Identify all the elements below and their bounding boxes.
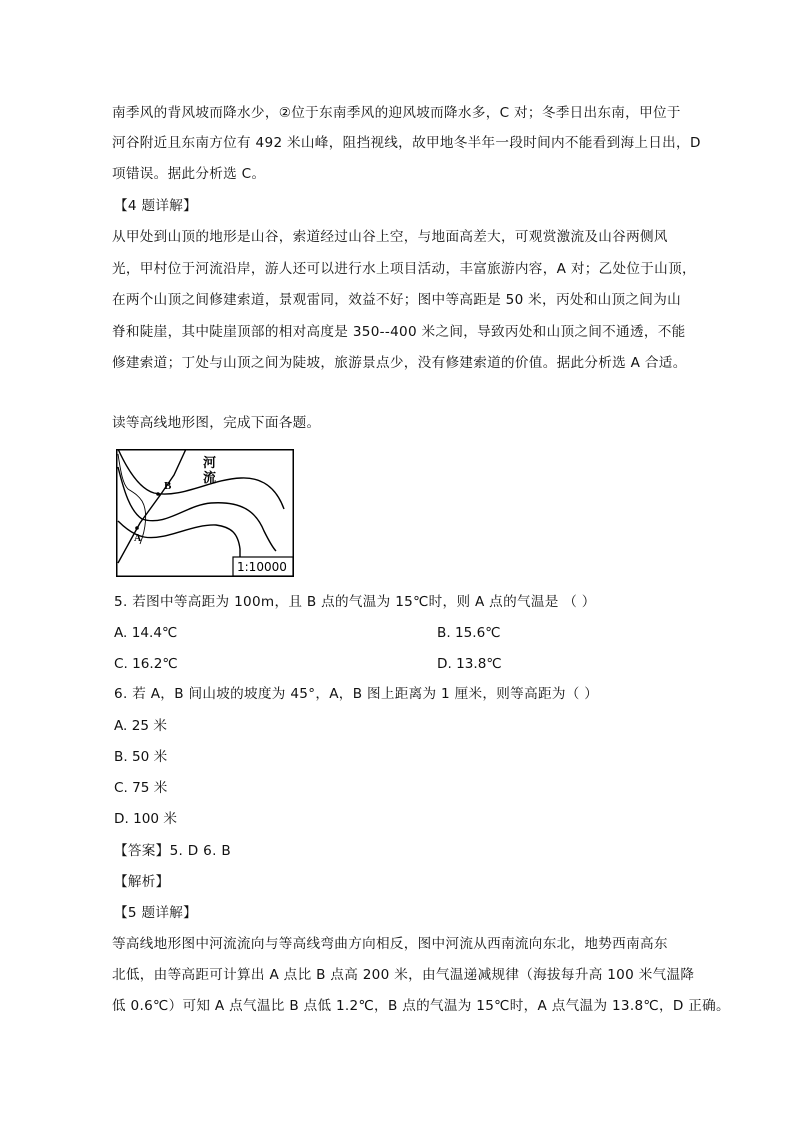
- q5-detail-line-2: 北低，由等高距可计算出 A 点比 B 点高 200 米，由气温递减规律（海拔每升高 100 米气温降: [112, 967, 695, 983]
- contour-map: [116, 449, 294, 577]
- q5-option-c: C. 16.2℃: [114, 656, 178, 672]
- map-scale: 1:10000: [237, 560, 287, 574]
- q4-line-1: 从甲处到山顶的地形是山谷，索道经过山谷上空，与地面高差大，可观赏激流及山谷两侧风: [112, 229, 668, 245]
- q5-stem: 5. 若图中等高距为 100m，且 B 点的气温为 15℃时，则 A 点的气温是 （ ）: [114, 594, 596, 610]
- point-a-label: A: [134, 533, 142, 544]
- q6-stem: 6. 若 A，B 间山坡的坡度为 45°，A，B 图上距离为 1 厘米，则等高距为（ ）: [114, 686, 599, 702]
- q6-option-d: D. 100 米: [114, 811, 177, 827]
- intro-text: 读等高线地形图，完成下面各题。: [112, 415, 321, 431]
- q5-option-d: D. 13.8℃: [437, 656, 502, 672]
- point-b-label: B: [164, 480, 172, 492]
- answer-line: 【答案】5. D 6. B: [114, 843, 231, 859]
- q4-line-4: 脊和陡崖，其中陡崖顶部的相对高度是 350--400 米之间，导致丙处和山顶之间不通透，不能: [112, 324, 686, 340]
- river-label-2: 流: [203, 471, 217, 486]
- q6-option-a: A. 25 米: [114, 718, 167, 734]
- q4-line-2: 光，甲村位于河流沿岸，游人还可以进行水上项目活动，丰富旅游内容，A 对；乙处位于山顶，: [112, 261, 696, 277]
- q5-detail-line-3: 低 0.6℃）可知 A 点气温比 B 点低 1.2℃，B 点的气温为 15℃时，A 点气温为 13.8℃，D 正确。: [112, 998, 730, 1014]
- q6-option-c: C. 75 米: [114, 780, 168, 796]
- prev-answer-line-2: 河谷附近且东南方位有 492 米山峰，阻挡视线，故甲地冬半年一段时间内不能看到海上日出，D: [112, 135, 701, 151]
- q4-line-3: 在两个山顶之间修建索道，景观雷同，效益不好；图中等高距是 50 米，丙处和山顶之间为山: [112, 292, 681, 308]
- q4-heading: 【4 题详解】: [114, 198, 198, 214]
- q5-detail-heading: 【5 题详解】: [114, 905, 198, 921]
- point-a-dot: [135, 526, 139, 530]
- prev-answer-line-1: 南季风的背风坡而降水少，②位于东南季风的迎风坡而降水多，C 对；冬季日出东南，甲位于: [112, 105, 681, 121]
- point-b-dot: [156, 492, 160, 496]
- q5-option-a: A. 14.4℃: [114, 625, 178, 641]
- river-label-1: 河: [203, 456, 217, 471]
- analysis-heading: 【解析】: [114, 874, 170, 890]
- q5-option-b: B. 15.6℃: [437, 625, 501, 641]
- prev-answer-line-3: 项错误。据此分析选 C。: [112, 166, 266, 182]
- q6-option-b: B. 50 米: [114, 749, 168, 765]
- q4-line-5: 修建索道；丁处与山顶之间为陡坡，旅游景点少，没有修建索道的价值。据此分析选 A 合适。: [112, 355, 687, 371]
- q5-detail-line-1: 等高线地形图中河流流向与等高线弯曲方向相反，图中河流从西南流向东北，地势西南高东: [112, 936, 668, 952]
